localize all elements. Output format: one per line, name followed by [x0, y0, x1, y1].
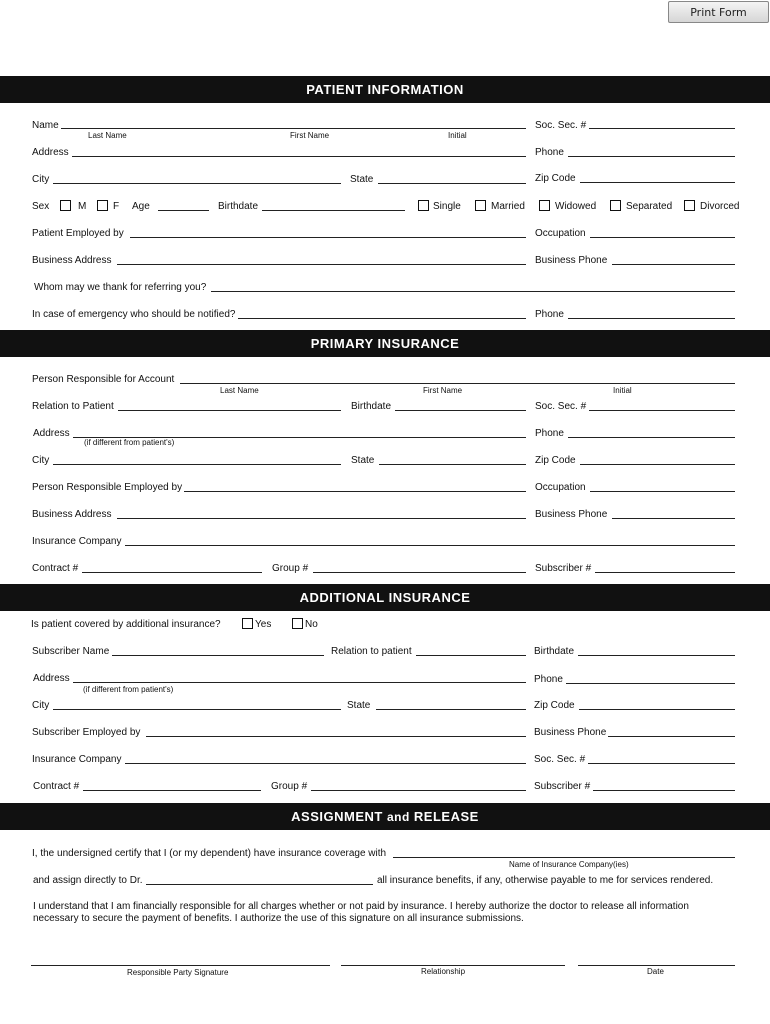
- resp-initial-caption: Initial: [613, 386, 632, 395]
- relationship-field[interactable]: [341, 965, 565, 966]
- add-phone-field[interactable]: [566, 683, 735, 684]
- primary-city-field[interactable]: [53, 464, 341, 465]
- contract-label: Contract #: [32, 563, 79, 574]
- widowed-checkbox[interactable]: [539, 200, 550, 211]
- business-phone-field[interactable]: [612, 264, 735, 265]
- divorced-label: Divorced: [700, 201, 740, 212]
- subscriber-name-field[interactable]: [112, 655, 324, 656]
- insurance-companies-field[interactable]: [393, 857, 735, 858]
- sex-m-label: M: [78, 201, 87, 212]
- primary-zip-field[interactable]: [580, 464, 735, 465]
- married-label: Married: [491, 201, 525, 212]
- add-city-field[interactable]: [53, 709, 341, 710]
- add-city-label: City: [32, 700, 50, 711]
- primary-city-label: City: [32, 455, 50, 466]
- responsible-field[interactable]: [180, 383, 735, 384]
- insurance-companies-caption: Name of Insurance Company(ies): [509, 860, 629, 869]
- covered-yes-label: Yes: [255, 619, 272, 630]
- zip-label: Zip Code: [535, 173, 576, 184]
- zip-field[interactable]: [580, 182, 735, 183]
- phone-field[interactable]: [568, 156, 735, 157]
- add-group-label: Group #: [271, 781, 308, 792]
- add-address-note: (if different from patient's): [83, 685, 174, 694]
- sex-f-checkbox[interactable]: [97, 200, 108, 211]
- subscriber-employed-field[interactable]: [146, 736, 526, 737]
- employed-by-label: Patient Employed by: [32, 228, 124, 239]
- covered-no-label: No: [305, 619, 318, 630]
- business-phone-label: Business Phone: [535, 255, 608, 266]
- signature-field[interactable]: [31, 965, 330, 966]
- add-business-phone-label: Business Phone: [534, 727, 607, 738]
- first-name-caption: First Name: [290, 131, 330, 140]
- benefits-text: all insurance benefits, if any, otherwise payable to me for services rendered.: [377, 875, 714, 886]
- state-field[interactable]: [378, 183, 526, 184]
- separated-label: Separated: [626, 201, 673, 212]
- add-contract-label: Contract #: [33, 781, 80, 792]
- primary-birthdate-label: Birthdate: [351, 401, 392, 412]
- primary-business-phone-field[interactable]: [612, 518, 735, 519]
- add-insurance-company-label: Insurance Company: [32, 754, 122, 765]
- resp-employed-field[interactable]: [184, 491, 526, 492]
- primary-occupation-label: Occupation: [535, 482, 586, 493]
- relationship-caption: Relationship: [421, 967, 466, 976]
- add-subscriber-num-field[interactable]: [593, 790, 735, 791]
- primary-business-address-field[interactable]: [117, 518, 526, 519]
- primary-business-phone-label: Business Phone: [535, 509, 608, 520]
- single-checkbox[interactable]: [418, 200, 429, 211]
- business-address-field[interactable]: [117, 264, 526, 265]
- name-label: Name: [32, 120, 59, 131]
- initial-caption: Initial: [448, 131, 467, 140]
- subscriber-employed-label: Subscriber Employed by: [32, 727, 141, 738]
- resp-employed-label: Person Responsible Employed by: [32, 482, 183, 493]
- primary-birthdate-field[interactable]: [395, 410, 526, 411]
- add-zip-field[interactable]: [579, 709, 735, 710]
- primary-occupation-field[interactable]: [590, 491, 735, 492]
- add-birthdate-field[interactable]: [578, 655, 735, 656]
- add-birthdate-label: Birthdate: [534, 646, 575, 657]
- primary-phone-field[interactable]: [568, 437, 735, 438]
- primary-address-label: Address: [33, 428, 70, 439]
- certify-text: I, the undersigned certify that I (or my dependent) have insurance coverage with: [32, 848, 387, 859]
- relation-field[interactable]: [118, 410, 341, 411]
- add-ssn-field[interactable]: [588, 763, 735, 764]
- assignment-header-tail: RELEASE: [413, 809, 479, 824]
- city-field[interactable]: [53, 183, 341, 184]
- primary-ssn-field[interactable]: [589, 410, 735, 411]
- add-phone-label: Phone: [534, 674, 563, 685]
- ssn-field[interactable]: [589, 128, 735, 129]
- responsible-label: Person Responsible for Account: [32, 374, 175, 385]
- add-address-label: Address: [33, 673, 70, 684]
- emergency-label: In case of emergency who should be notified?: [32, 309, 236, 320]
- separated-checkbox[interactable]: [610, 200, 621, 211]
- primary-zip-label: Zip Code: [535, 455, 576, 466]
- ssn-label: Soc. Sec. #: [535, 120, 587, 131]
- sex-m-checkbox[interactable]: [60, 200, 71, 211]
- doctor-name-field[interactable]: [146, 884, 373, 885]
- signature-caption: Responsible Party Signature: [127, 968, 229, 977]
- assignment-header-main: ASSIGNMENT: [291, 809, 383, 824]
- assignment-header-and: and: [386, 810, 410, 824]
- married-checkbox[interactable]: [475, 200, 486, 211]
- add-group-field[interactable]: [311, 790, 526, 791]
- contract-field[interactable]: [82, 572, 262, 573]
- group-label: Group #: [272, 563, 309, 574]
- resp-first-name-caption: First Name: [423, 386, 463, 395]
- subscriber-num-field[interactable]: [595, 572, 735, 573]
- divorced-checkbox[interactable]: [684, 200, 695, 211]
- insurance-company-label: Insurance Company: [32, 536, 122, 547]
- employed-by-field[interactable]: [130, 237, 526, 238]
- name-field[interactable]: [61, 128, 526, 129]
- age-label: Age: [132, 201, 150, 212]
- primary-insurance-header: PRIMARY INSURANCE: [0, 330, 770, 357]
- emergency-field[interactable]: [238, 318, 526, 319]
- add-state-field[interactable]: [376, 709, 526, 710]
- phone-label: Phone: [535, 147, 564, 158]
- print-form-button[interactable]: Print Form: [668, 1, 769, 23]
- birthdate-label: Birthdate: [218, 201, 259, 212]
- primary-address-note: (if different from patient's): [84, 438, 175, 447]
- city-label: City: [32, 174, 50, 185]
- referral-field[interactable]: [211, 291, 735, 292]
- last-name-caption: Last Name: [88, 131, 127, 140]
- date-field[interactable]: [578, 965, 735, 966]
- referral-label: Whom may we thank for referring you?: [34, 282, 207, 293]
- date-caption: Date: [647, 967, 664, 976]
- add-zip-label: Zip Code: [534, 700, 575, 711]
- assign-text: and assign directly to Dr.: [33, 875, 143, 886]
- patient-information-header: PATIENT INFORMATION: [0, 76, 770, 103]
- primary-business-address-label: Business Address: [32, 509, 112, 520]
- group-field[interactable]: [313, 572, 526, 573]
- birthdate-field[interactable]: [262, 210, 405, 211]
- add-business-phone-field[interactable]: [608, 736, 735, 737]
- add-subscriber-num-label: Subscriber #: [534, 781, 591, 792]
- address-label: Address: [32, 147, 69, 158]
- sex-label: Sex: [32, 201, 50, 212]
- occupation-field[interactable]: [590, 237, 735, 238]
- subscriber-name-label: Subscriber Name: [32, 646, 110, 657]
- sex-f-label: F: [113, 201, 120, 212]
- business-address-label: Business Address: [32, 255, 112, 266]
- covered-no-checkbox[interactable]: [292, 618, 303, 629]
- insurance-company-field[interactable]: [125, 545, 735, 546]
- add-contract-field[interactable]: [83, 790, 261, 791]
- add-ssn-label: Soc. Sec. #: [534, 754, 586, 765]
- widowed-label: Widowed: [555, 201, 597, 212]
- subscriber-num-label: Subscriber #: [535, 563, 592, 574]
- covered-yes-checkbox[interactable]: [242, 618, 253, 629]
- authorization-line-2: necessary to secure the payment of benefits. I authorize the use of this signature on all insurance submissions.: [33, 913, 524, 924]
- covered-label: Is patient covered by additional insurance?: [31, 619, 221, 630]
- authorization-line-1: I understand that I am financially responsible for all charges whether or not paid by insurance. I hereby authorize the doctor to release all information: [33, 901, 689, 912]
- resp-last-name-caption: Last Name: [220, 386, 259, 395]
- address-field[interactable]: [72, 156, 526, 157]
- add-address-field[interactable]: [73, 682, 526, 683]
- add-relation-label: Relation to patient: [331, 646, 412, 657]
- assignment-release-header: [0, 803, 770, 830]
- add-relation-field[interactable]: [416, 655, 526, 656]
- primary-ssn-label: Soc. Sec. #: [535, 401, 587, 412]
- primary-phone-label: Phone: [535, 428, 564, 439]
- primary-state-field[interactable]: [379, 464, 526, 465]
- single-label: Single: [433, 201, 461, 212]
- state-label: State: [350, 174, 374, 185]
- emergency-phone-field[interactable]: [568, 318, 735, 319]
- add-insurance-company-field[interactable]: [125, 763, 526, 764]
- primary-state-label: State: [351, 455, 375, 466]
- additional-insurance-header: ADDITIONAL INSURANCE: [0, 584, 770, 611]
- occupation-label: Occupation: [535, 228, 586, 239]
- relation-label: Relation to Patient: [32, 401, 114, 412]
- add-state-label: State: [347, 700, 371, 711]
- emergency-phone-label: Phone: [535, 309, 564, 320]
- age-field[interactable]: [158, 210, 209, 211]
